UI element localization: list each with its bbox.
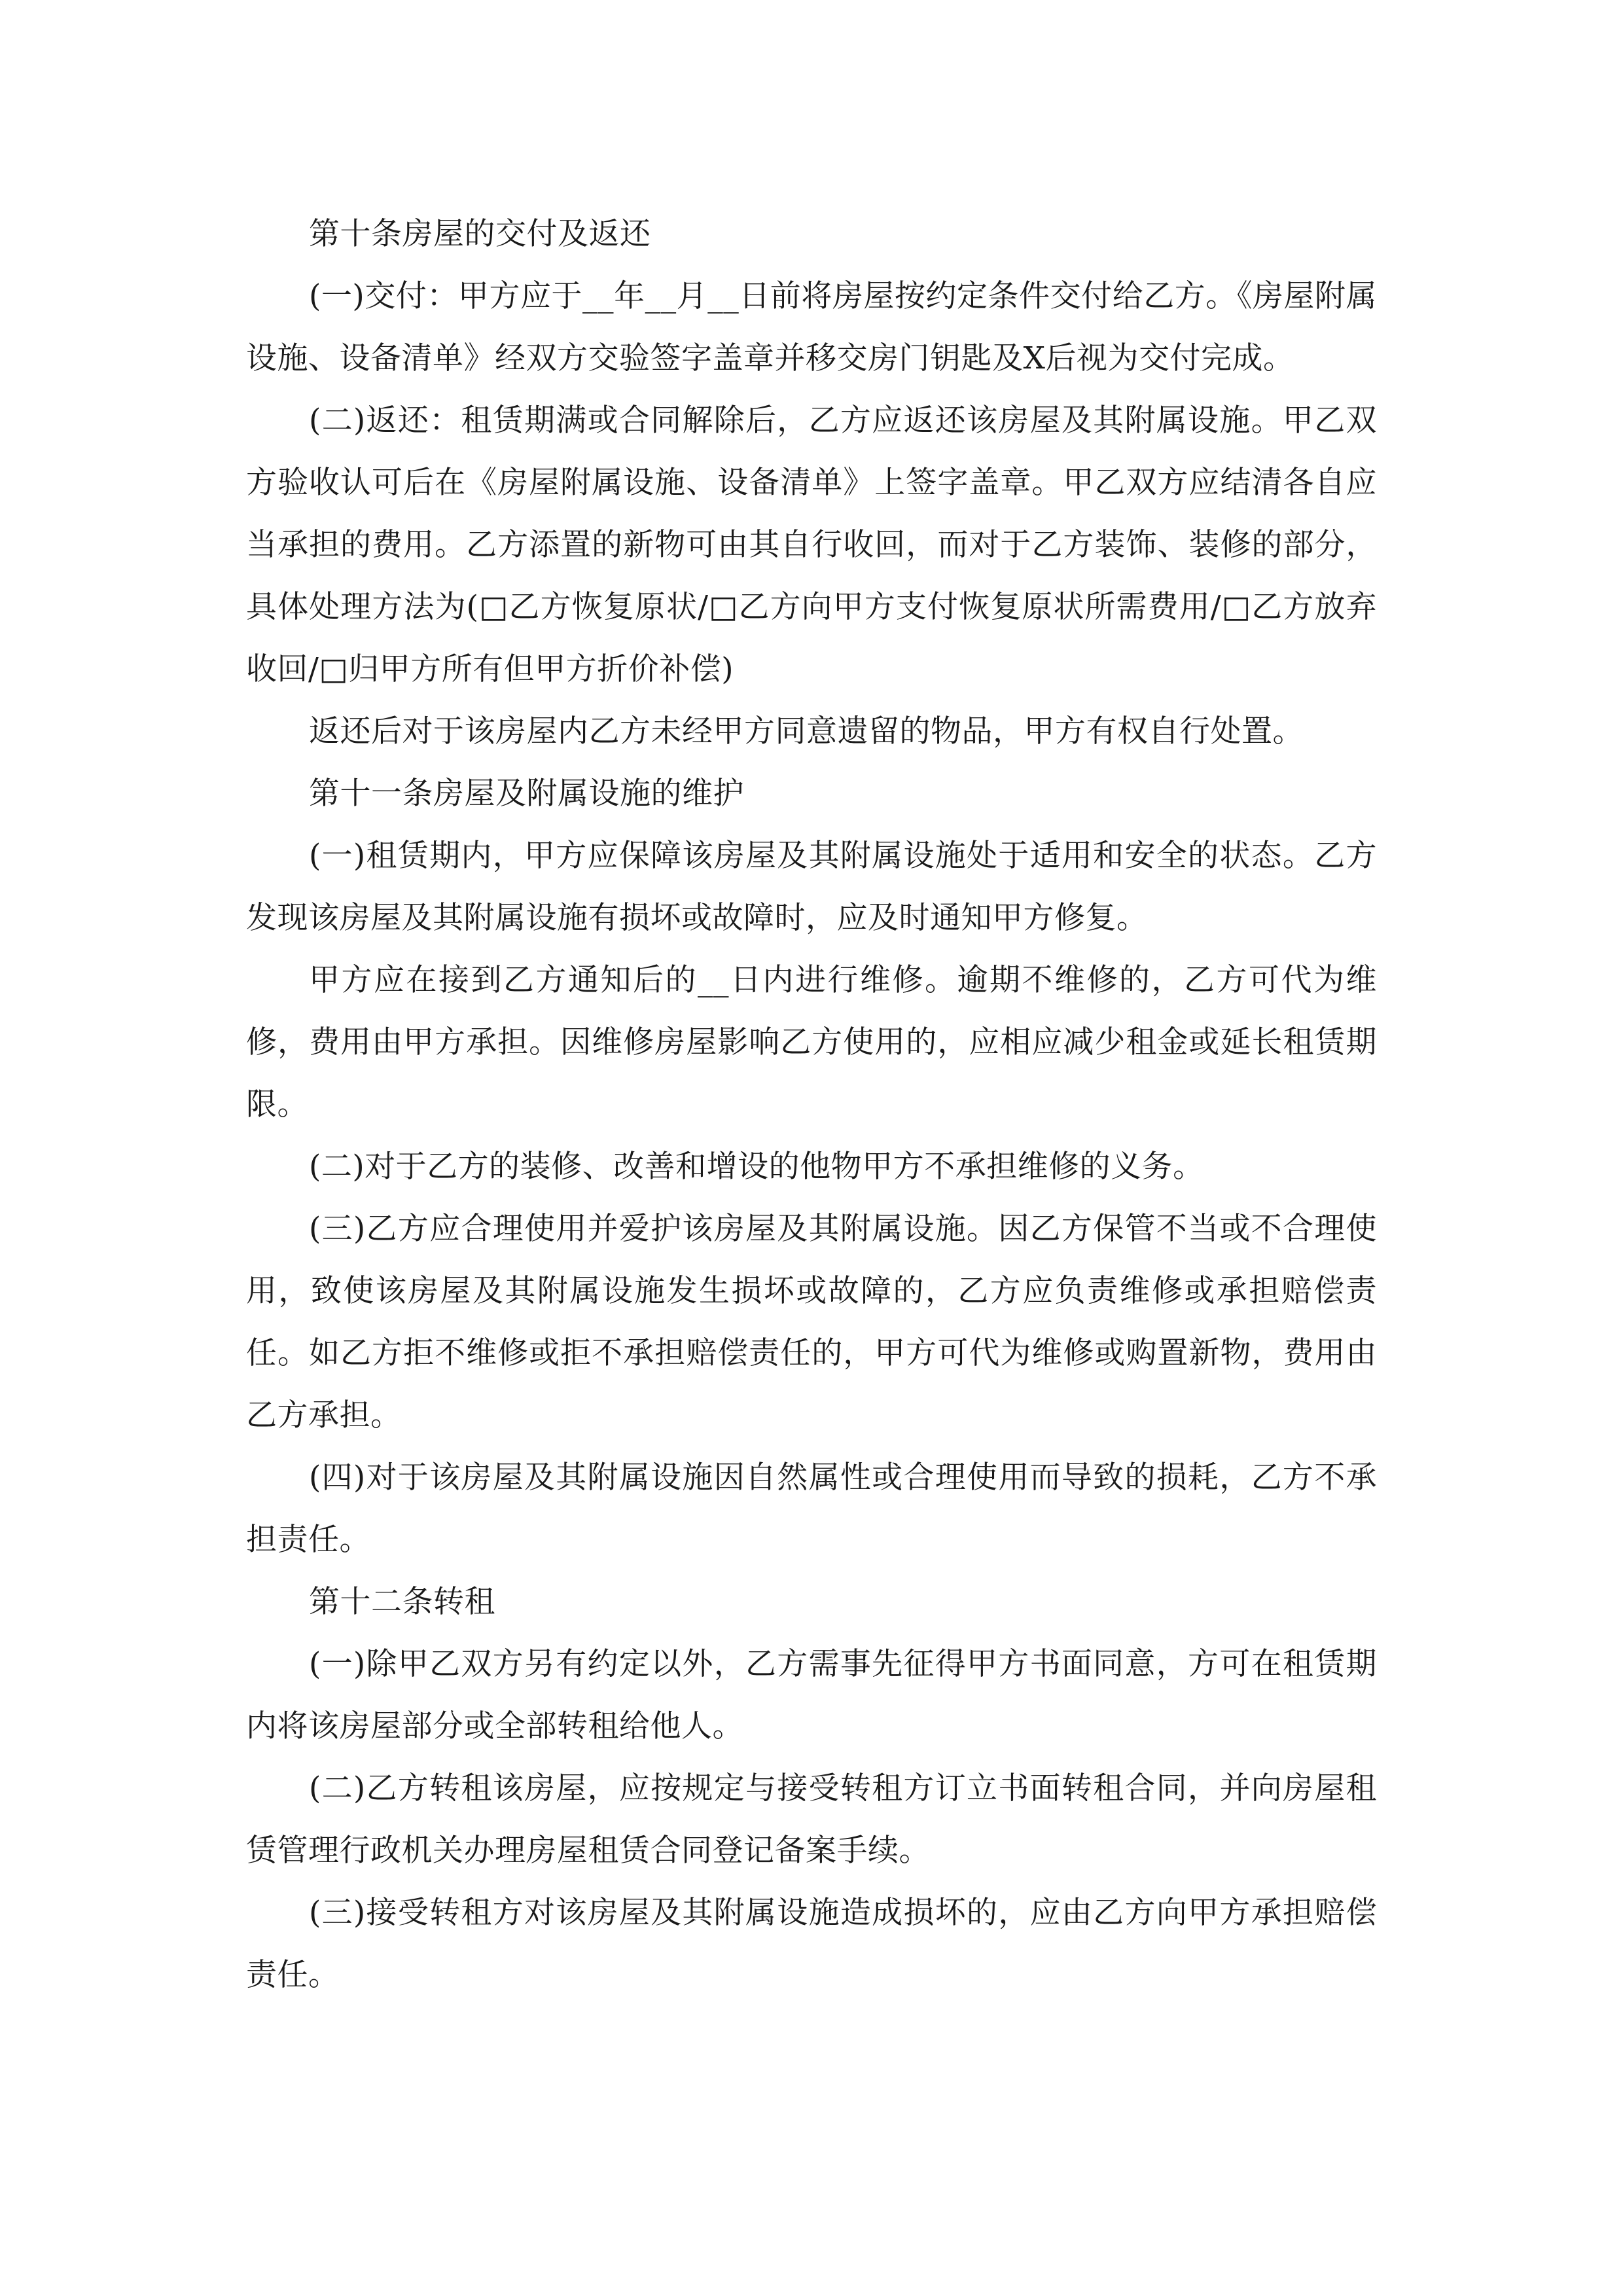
article-10-heading: 第十条房屋的交付及返还	[309, 216, 651, 252]
article-11-clause-4: (四)对于该房屋及其附属设施因自然属性或合理使用而导致的损耗，乙方不承担责任。	[246, 1460, 1377, 1558]
article-11-clause-2: (二)对于乙方的装修、改善和增设的他物甲方不承担维修的义务。	[309, 1149, 1204, 1185]
article-11-heading: 第十一条房屋及附属设施的维护	[309, 776, 744, 812]
article-12-clause-1: (一)除甲乙双方另有约定以外，乙方需事先征得甲方书面同意，方可在租赁期内将该房屋部分或全部转租给他人。	[246, 1646, 1377, 1744]
article-11-clause-3: (三)乙方应合理使用并爱护该房屋及其附属设施。因乙方保管不当或不合理使用，致使该房屋及其附属设施发生损坏或故障的，乙方应负责维修或承担赔偿责任。如乙方拒不维修或拒不承担赔偿责任的，甲方可代为维修或购置新物，费用由乙方承担。	[246, 1211, 1377, 1433]
article-10-note: 返还后对于该房屋内乙方未经甲方同意遗留的物品，甲方有权自行处置。	[309, 713, 1304, 749]
article-12-clause-2: (二)乙方转租该房屋，应按规定与接受转租方订立书面转租合同，并向房屋租赁管理行政机关办理房屋租赁合同登记备案手续。	[246, 1770, 1377, 1869]
article-11-clause-1: (一)租赁期内，甲方应保障该房屋及其附属设施处于适用和安全的状态。乙方发现该房屋及其附属设施有损坏或故障时，应及时通知甲方修复。	[246, 838, 1377, 936]
article-12-clause-3: (三)接受转租方对该房屋及其附属设施造成损坏的，应由乙方向甲方承担赔偿责任。	[246, 1895, 1377, 1993]
article-10-clause-1: (一)交付：甲方应于__年__月__日前将房屋按约定条件交付给乙方。《房屋附属设施、设备清单》经双方交验签字盖章并移交房门钥匙及X后视为交付完成。	[246, 278, 1377, 376]
document-body	[246, 203, 1377, 2006]
article-12-heading: 第十二条转租	[309, 1584, 495, 1620]
article-10-clause-2: (二)返还：租赁期满或合同解除后，乙方应返还该房屋及其附属设施。甲乙双方验收认可后在《房屋附属设施、设备清单》上签字盖章。甲乙双方应结清各自应当承担的费用。乙方添置的新物可由其自行收回，而对于乙方装饰、装修的部分，具体处理方法为(□乙方恢复原状/□乙方向甲方支付恢复原状所需费用/□乙方放弃收回/□归甲方所有但甲方折价补偿)	[246, 403, 1377, 687]
article-11-clause-1-repair: 甲方应在接到乙方通知后的__日内进行维修。逾期不维修的，乙方可代为维修，费用由甲方承担。因维修房屋影响乙方使用的，应相应减少租金或延长租赁期限。	[246, 962, 1377, 1122]
